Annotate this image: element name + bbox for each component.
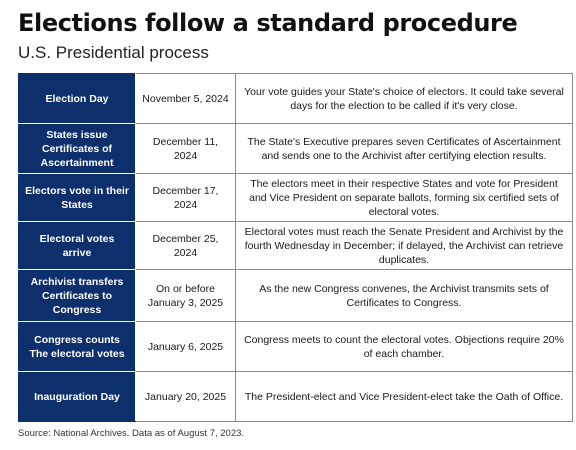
step-date: On or before January 3, 2025 [136,270,236,322]
step-date: November 5, 2024 [136,74,236,124]
source-note: Source: National Archives. Data as of August 7, 2023. [18,428,245,439]
step-description: The State's Executive prepares seven Certificates of Ascertainment and sends one to the Archivist after certifying election results. [236,124,573,174]
step-name: Inauguration Day [19,372,136,422]
step-name: Congress counts The electoral votes [19,322,136,372]
step-date: December 17, 2024 [136,174,236,222]
step-description: The President-elect and Vice President-elect take the Oath of Office. [236,372,573,422]
step-name: Archivist transfers Certificates to Congress [19,270,136,322]
table-row [19,74,573,124]
step-date: December 11, 2024 [136,124,236,174]
step-description: The electors meet in their respective States and vote for President and Vice President on separate ballots, forming six certified sets of electoral votes. [236,174,573,222]
step-name: States issue Certificates of Ascertainment [19,124,136,174]
table-row [19,372,573,422]
table-row [19,322,573,372]
page-title: Elections follow a standard procedure [18,9,518,37]
step-date: December 25, 2024 [136,222,236,270]
step-name: Election Day [19,74,136,124]
page-subtitle: U.S. Presidential process [18,43,209,62]
step-name: Electors vote in their States [19,174,136,222]
table-row [19,174,573,222]
step-date: January 6, 2025 [136,322,236,372]
step-description: Electoral votes must reach the Senate President and Archivist by the fourth Wednesday in December; if delayed, the Archivist can retrieve duplicates. [236,222,573,270]
process-table [18,73,573,422]
step-description: As the new Congress convenes, the Archivist transmits sets of Certificates to Congress. [236,270,573,322]
table-row [19,124,573,174]
step-date: January 20, 2025 [136,372,236,422]
step-name: Electoral votes arrive [19,222,136,270]
step-description: Your vote guides your State's choice of electors. It could take several days for the election to be called if it's very close. [236,74,573,124]
table-row [19,222,573,270]
step-description: Congress meets to count the electoral votes. Objections require 20% of each chamber. [236,322,573,372]
table-row [19,270,573,322]
